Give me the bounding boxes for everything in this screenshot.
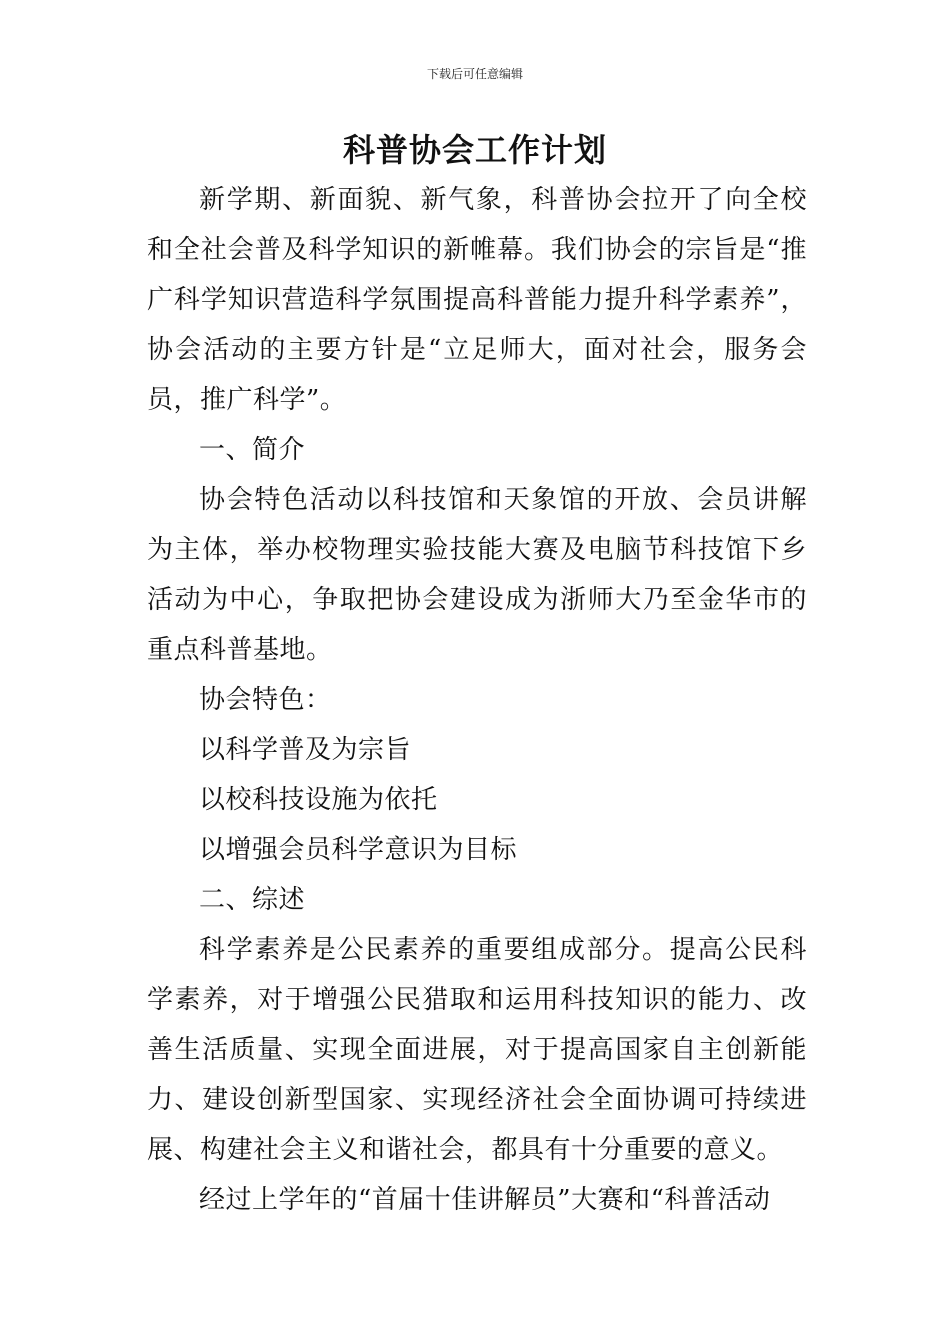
introduction-paragraph: 协会特色活动以科技馆和天象馆的开放、会员讲解为主体，举办校物理实验技能大赛及电脑节科技馆下乡活动为中心，争取把协会建设成为浙师大乃至金华市的重点科普基地。 xyxy=(147,485,807,665)
intro-paragraph: 新学期、新面貌、新气象，科普协会拉开了向全校和全社会普及科学知识的新帷幕。我们协会的宗旨是“推广科学知识营造科学氛围提高科普能力提升科学素养”，协会活动的主要方针是“立足师大，面对社会，服务会员，推广科学”。 xyxy=(147,185,807,415)
section-heading-introduction: 一、简介 xyxy=(199,435,306,465)
document-title: 科普协会工作计划 xyxy=(342,131,607,169)
document-body xyxy=(147,175,807,1225)
continuation-paragraph: 经过上学年的“首届十佳讲解员”大赛和“科普活动 xyxy=(199,1185,771,1215)
page-header-note: 下载后可任意编辑 xyxy=(426,67,523,81)
overview-paragraph: 科学素养是公民素养的重要组成部分。提高公民科学素养，对于增强公民猎取和运用科技知识的能力、改善生活质量、实现全面进展，对于提高国家自主创新能力、建设创新型国家、实现经济社会全面协调可持续进展、构建社会主义和谐社会，都具有十分重要的意义。 xyxy=(147,935,807,1165)
section-heading-overview: 二、综述 xyxy=(199,885,306,915)
feature-item: 以增强会员科学意识为目标 xyxy=(199,835,518,865)
feature-item: 以科学普及为宗旨 xyxy=(199,735,412,765)
feature-item: 以校科技设施为依托 xyxy=(199,785,438,815)
features-label: 协会特色： xyxy=(199,685,332,715)
